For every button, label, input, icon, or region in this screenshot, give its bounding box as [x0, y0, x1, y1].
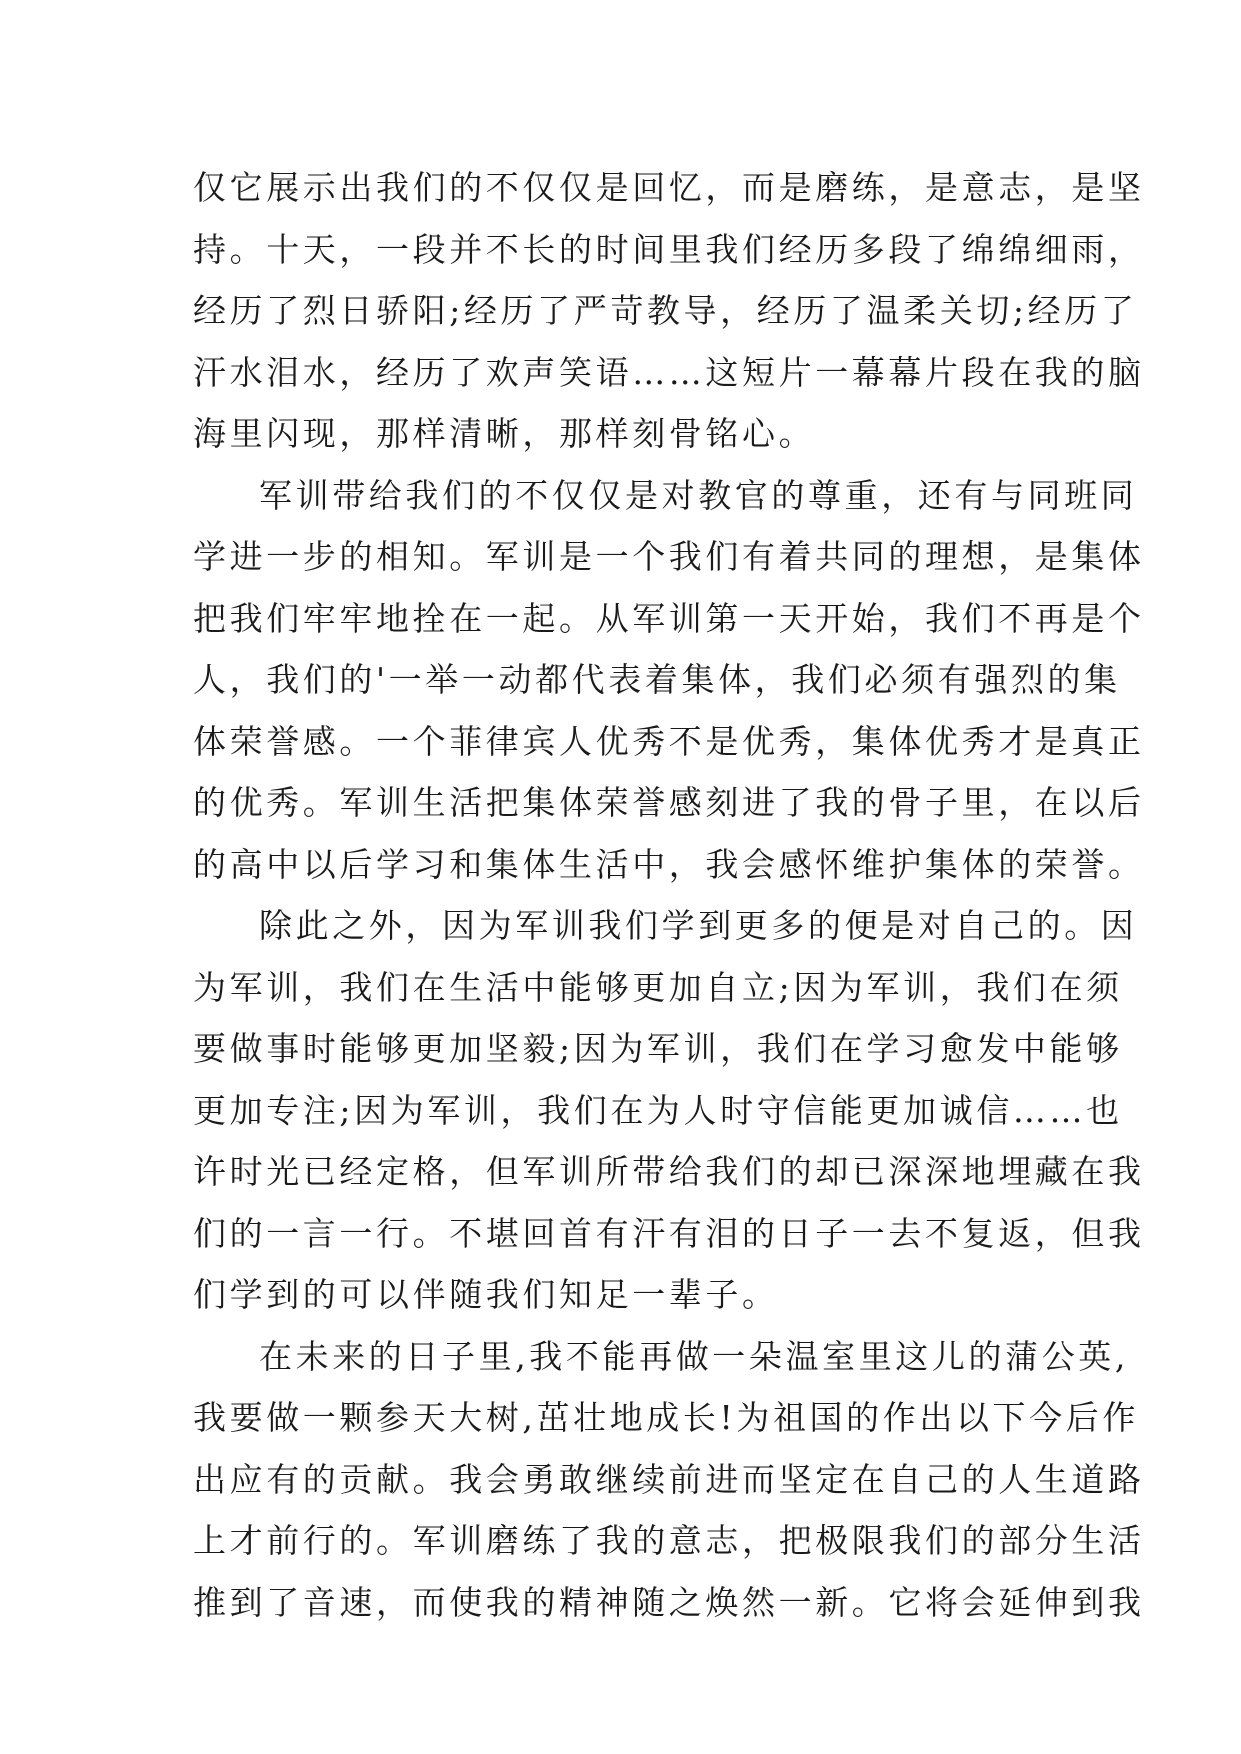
- paragraph-first-line: 军训带给我们的不仅仅是对教官的尊重，还有与同班同: [259, 475, 1138, 515]
- text-line: 体荣誉感。一个菲律宾人优秀不是优秀，集体优秀才是真正: [193, 721, 1145, 761]
- text-line: 持。十天，一段并不长的时间里我们经历多段了绵绵细雨，: [193, 229, 1145, 269]
- text-line: 学进一步的相知。军训是一个我们有着共同的理想，是集体: [193, 537, 1145, 576]
- text-line: 的高中以后学习和集体生活中，我会感怀维护集体的荣誉。: [193, 844, 1145, 884]
- paragraph-first-line: 在未来的日子里,我不能再做一朵温室里这儿的蒲公英,: [259, 1336, 1129, 1376]
- paragraph-first-line: 除此之外，因为军训我们学到更多的便是对自己的。因: [259, 906, 1138, 945]
- text-line: 经历了烈日骄阳;经历了严苛教导，经历了温柔关切;经历了: [193, 291, 1138, 330]
- text-line: 们的一言一行。不堪回首有汗有泪的日子一去不复返，但我: [193, 1213, 1145, 1253]
- text-line: 上才前行的。军训磨练了我的意志，把极限我们的部分生活: [193, 1521, 1145, 1560]
- text-line: 仅它展示出我们的不仅仅是回忆，而是磨练，是意志，是坚: [193, 168, 1145, 207]
- text-line: 把我们牢牢地拴在一起。从军训第一天开始，我们不再是个: [193, 598, 1145, 638]
- text-line: 汗水泪水，经历了欢声笑语……这短片一幕幕片段在我的脑: [193, 352, 1145, 392]
- text-line: 许时光已经定格，但军训所带给我们的却已深深地埋藏在我: [193, 1152, 1145, 1191]
- text-line: 们学到的可以伴随我们知足一辈子。: [193, 1275, 779, 1314]
- text-line: 我要做一颗参天大树,茁壮地成长!为祖国的作出以下今后作: [193, 1398, 1139, 1437]
- text-line: 人，我们的'一举一动都代表着集体，我们必须有强烈的集: [193, 660, 1121, 699]
- text-line: 海里闪现，那样清晰，那样刻骨铭心。: [193, 414, 816, 453]
- text-line: 出应有的贡献。我会勇敢继续前进而坚定在自己的人生道路: [193, 1459, 1145, 1499]
- text-line: 的优秀。军训生活把集体荣誉感刻进了我的骨子里，在以后: [193, 783, 1145, 822]
- document-body: [193, 157, 1145, 1633]
- text-line: 要做事时能够更加坚毅;因为军训，我们在学习愈发中能够: [193, 1029, 1123, 1068]
- text-line: 更加专注;因为军训，我们在为人时守信能更加诚信……也: [193, 1090, 1123, 1130]
- text-line: 推到了音速，而使我的精神随之焕然一新。它将会延伸到我: [193, 1582, 1145, 1622]
- text-line: 为军训，我们在生活中能够更加自立;因为军训，我们在须: [193, 967, 1123, 1007]
